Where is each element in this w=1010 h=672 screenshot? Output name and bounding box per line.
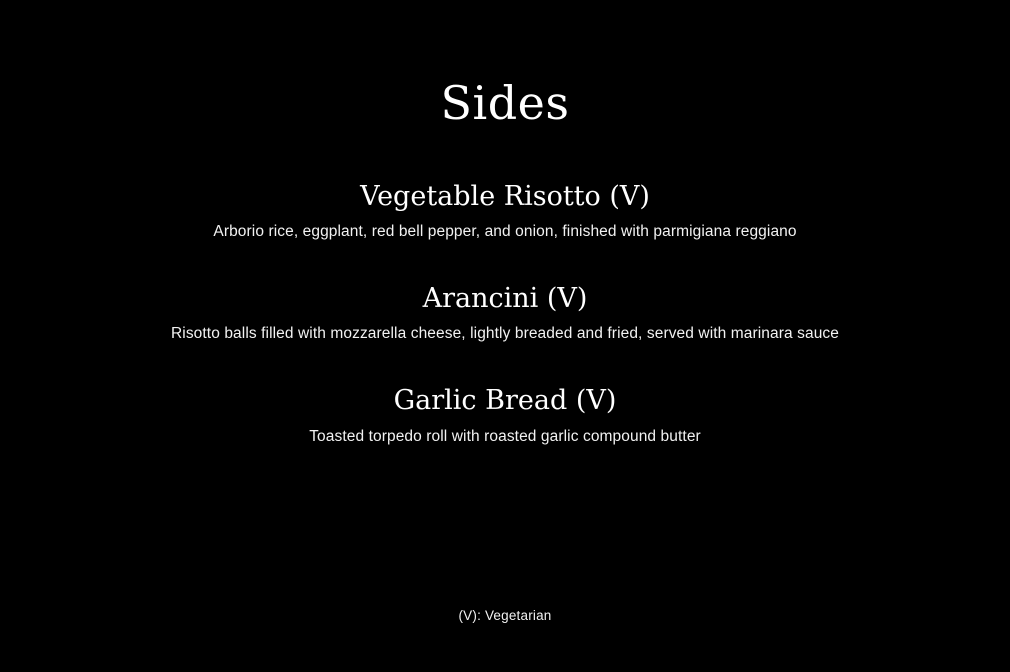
menu-item-name: Vegetable Risotto (V) — [360, 180, 650, 212]
menu-item-list — [0, 181, 1010, 448]
menu-item-description: Risotto balls filled with mozzarella cheese, lightly breaded and fried, served with marinara sauce — [170, 325, 839, 343]
menu-item — [0, 181, 1010, 243]
menu-item-description: Arborio rice, eggplant, red bell pepper, and onion, finished with parmigiana reggiano — [213, 222, 797, 240]
legend-footnote: (V): Vegetarian — [458, 608, 552, 623]
menu-item — [0, 385, 1010, 447]
menu-item-name: Garlic Bread (V) — [393, 385, 617, 417]
menu-item-description: Toasted torpedo roll with roasted garlic compound butter — [309, 427, 701, 445]
menu-item — [0, 283, 1010, 345]
menu-item-name: Arancini (V) — [422, 282, 588, 314]
page-title: Sides — [440, 76, 570, 130]
